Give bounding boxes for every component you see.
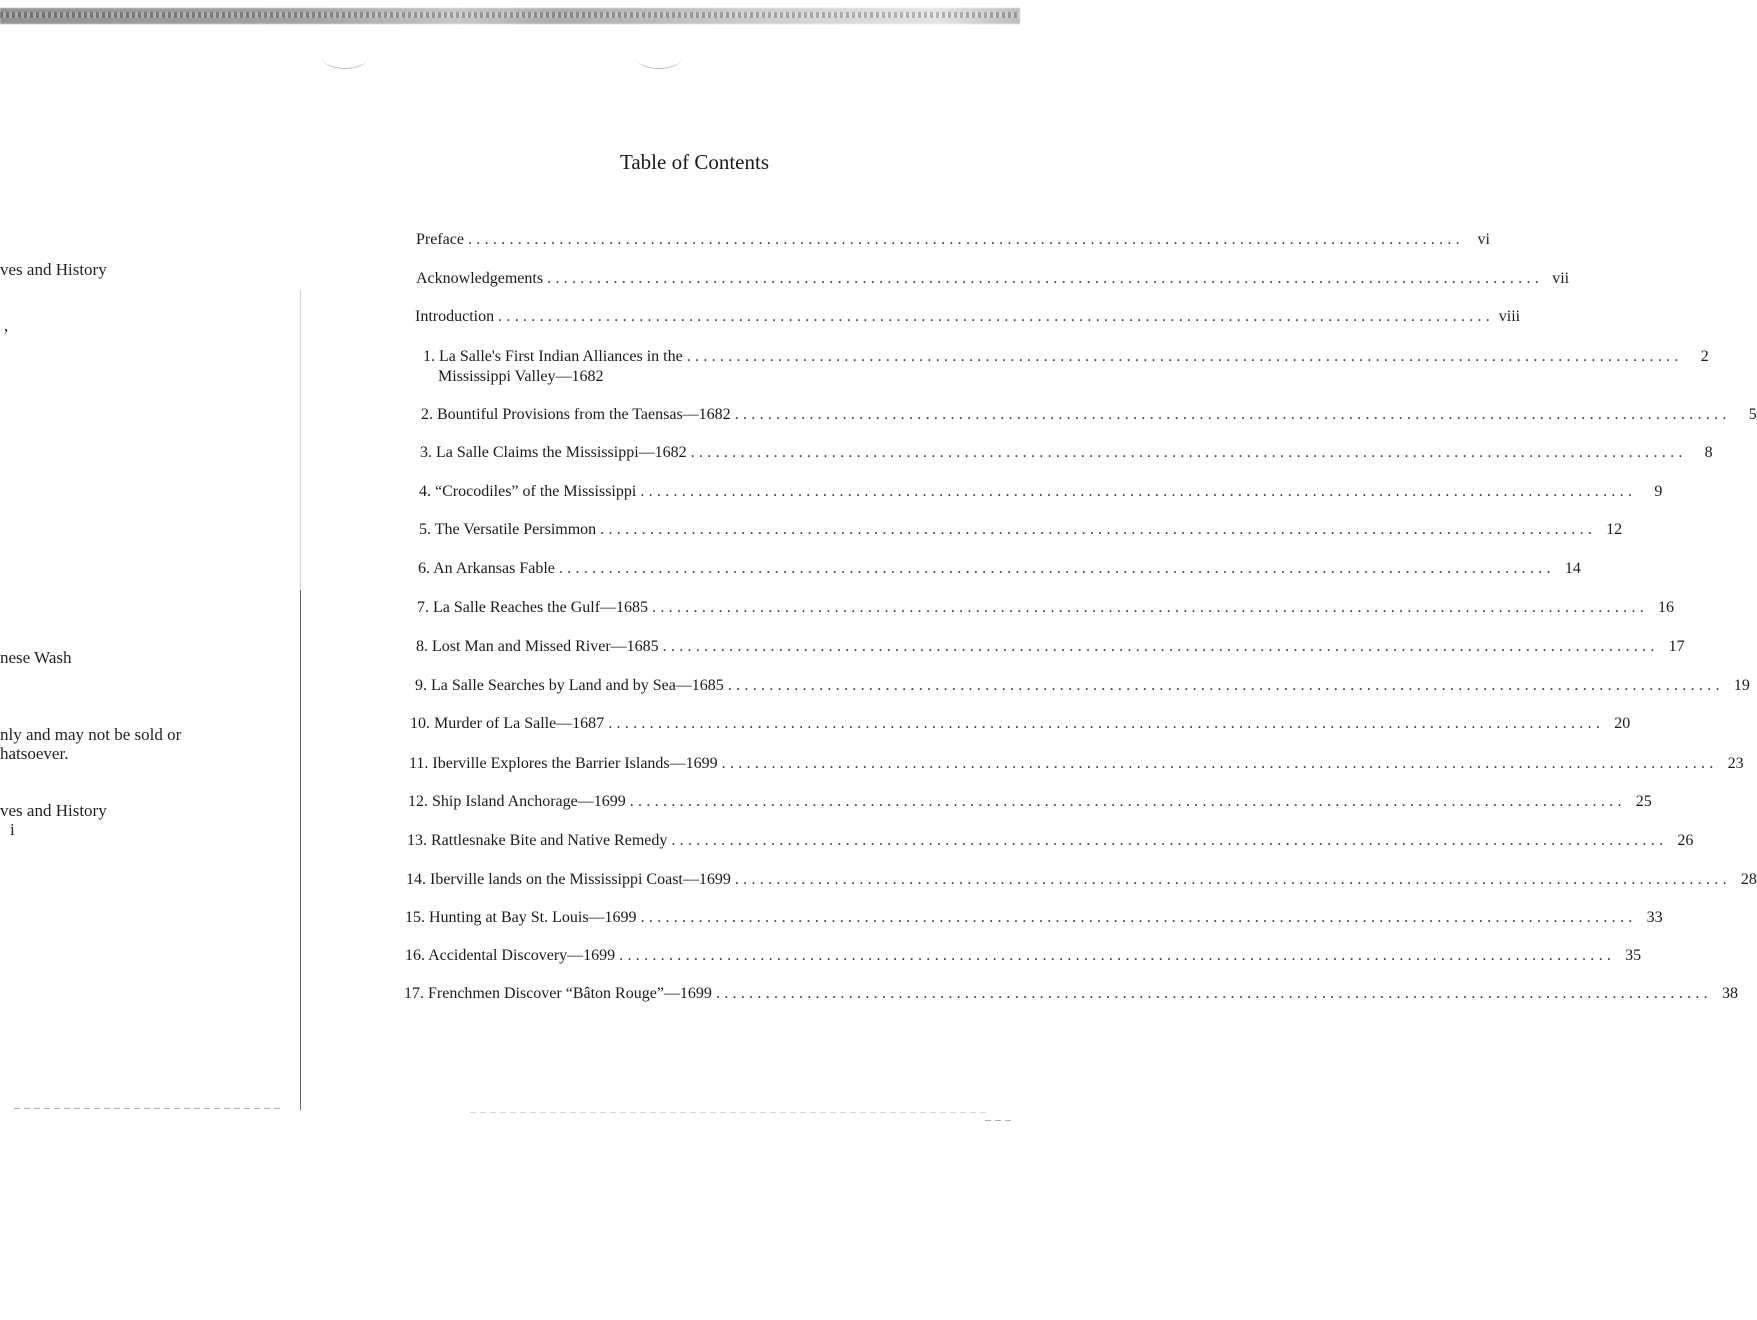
toc-entry [419,520,1623,540]
toc-entry-title: 13. Rattlesnake Bite and Native Remedy [407,832,668,849]
toc-entry [416,269,1570,289]
toc-entry [405,908,1663,928]
toc-entry [418,559,1581,579]
toc-entry [404,984,1738,1004]
toc-entry [419,482,1663,502]
toc-entry-title: 2. Bountiful Provisions from the Taensas—1682 [421,406,731,423]
facing-page-text: , [4,316,9,335]
dot-leader: ........................................................................................................................ [652,599,1649,616]
toc-entry-title: 3. La Salle Claims the Mississippi—1682 [420,444,687,461]
toc-entry [423,347,1709,387]
toc-entry-title: 1. La Salle's First Indian Alliances in the [423,348,683,365]
toc-entry-page: 20 [1614,715,1631,732]
facing-page-text: i [10,820,15,839]
toc-entry [409,754,1744,774]
toc-entry [417,598,1675,618]
toc-entry-title: 10. Murder of La Salle—1687 [410,715,605,732]
facing-page-text: hatsoever. [0,744,69,763]
dot-leader: ........................................................................................................................ [498,308,1495,325]
toc-entry [415,676,1750,696]
toc-entry-title: 7. La Salle Reaches the Gulf—1685 [417,599,649,616]
dot-leader: ........................................................................................................................ [715,985,1712,1002]
facing-page-text: ves and History [0,260,107,279]
toc-entry-title: 12. Ship Island Anchorage—1699 [408,793,626,810]
toc-entry-page: 14 [1564,560,1581,577]
toc-entry [415,307,1521,327]
toc-entry-title: 9. La Salle Searches by Land and by Sea—1685 [415,677,724,694]
dot-leader: ........................................................................................................................ [690,444,1687,461]
toc-entry-title: 6. An Arkansas Fable [418,560,555,577]
dot-leader: ........................................................................................................................ [686,348,1683,365]
toc-entry-page: 19 [1733,677,1750,694]
dot-leader: ........................................................................................................................ [547,270,1544,287]
toc-entry-title: 5. The Versatile Persimmon [419,521,597,538]
toc-entry-page: viii [1498,308,1521,325]
toc-entry-page: vi [1477,231,1490,248]
toc-entry-page: 5 [1748,406,1757,423]
toc-entry-title: 11. Iberville Explores the Barrier Islands—1699 [409,755,718,772]
toc-entry [408,792,1652,812]
dot-leader: ........................................................................................................................ [608,715,1605,732]
dot-leader: ........................................................................................................................ [619,947,1616,964]
toc-entry-page: 12 [1606,521,1623,538]
toc-entry-title: 16. Accidental Discovery—1699 [405,947,616,964]
toc-entry-page: 16 [1658,599,1675,616]
toc-entry-page: 38 [1721,985,1738,1002]
toc-entry [416,230,1490,250]
toc-entry-title: 15. Hunting at Bay St. Louis—1699 [405,909,637,926]
toc-entry-page: 33 [1646,909,1663,926]
dot-leader: ........................................................................................................................ [721,755,1718,772]
toc-entry-page: 25 [1635,793,1652,810]
toc-entry [407,831,1694,851]
toc-entry-title: 4. “Crocodiles” of the Mississippi [419,483,637,500]
toc-entry-title-continued: Mississippi Valley—1682 [438,368,604,385]
toc-entry [421,405,1757,425]
toc-entry-page: 2 [1700,348,1709,365]
toc-entry [410,714,1631,734]
dot-leader: ........................................................................................................................ [640,483,1637,500]
facing-page-text: nese Wash [0,648,72,667]
toc-entry-title: Acknowledgements [416,270,544,287]
dot-leader: ........................................................................................................................ [734,406,1731,423]
toc-entry-page: vii [1552,270,1570,287]
toc-entry [416,637,1685,657]
toc-entry-page: 17 [1668,638,1685,655]
toc-entry [420,443,1713,463]
toc-entry-title: 8. Lost Man and Missed River—1685 [416,638,659,655]
toc-entry-page: 35 [1625,947,1642,964]
toc-entry-page: 23 [1727,755,1744,772]
dot-leader: ........................................................................................................................ [727,677,1724,694]
toc-entry [406,870,1757,890]
page-title: Table of Contents [620,150,769,174]
dot-leader: ........................................................................................................................ [671,832,1668,849]
dot-leader: ........................................................................................................................ [734,871,1731,888]
toc-entry-page: 8 [1704,444,1713,461]
dot-leader: ........................................................................................................................ [629,793,1626,810]
toc-entry-page: 9 [1654,483,1663,500]
toc-entry-page: 26 [1677,832,1694,849]
dot-leader: ........................................................................................................................ [558,560,1555,577]
toc-entry-title: 17. Frenchmen Discover “Bâton Rouge”—1699 [404,985,712,1002]
dot-leader: ........................................................................................................................ [640,909,1637,926]
facing-page-text: nly and may not be sold or [0,725,182,744]
dot-leader: ........................................................................................................................ [662,638,1659,655]
dot-leader: ........................................................................................................................ [467,231,1464,248]
toc-entry-title: Introduction [415,308,495,325]
toc-entry-title: 14. Iberville lands on the Mississippi Coast—1699 [406,871,731,888]
toc-entry-title: Preface [416,231,464,248]
toc-entry-page: 28 [1740,871,1757,888]
toc-entry [405,946,1642,966]
dot-leader: ........................................................................................................................ [600,521,1597,538]
facing-page-text: ves and History [0,801,107,820]
